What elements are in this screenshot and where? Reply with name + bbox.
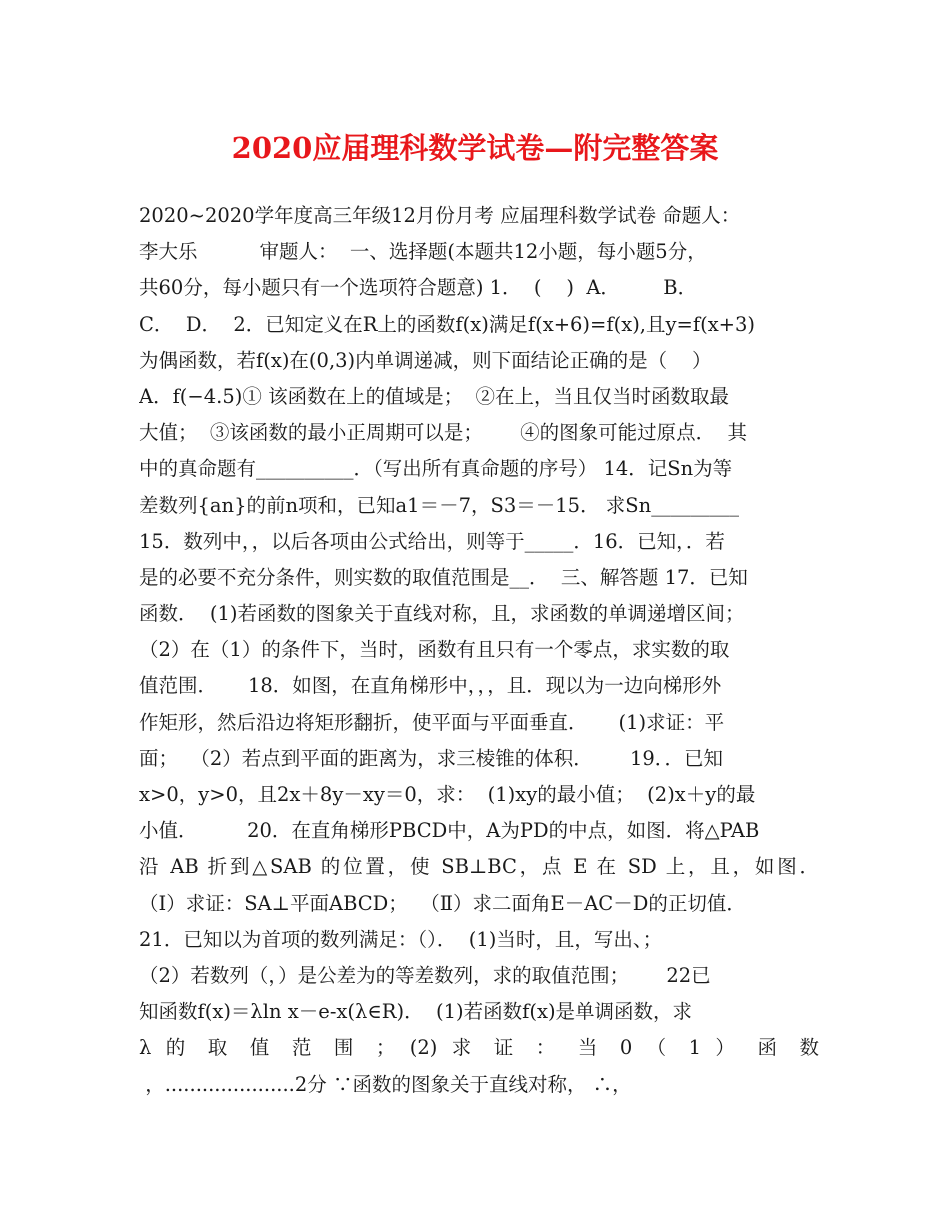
text-line: 2020~2020学年度高三年级12月份月考 应届理科数学试卷 命题人： — [139, 204, 741, 227]
document-title: 2020应届理科数学试卷—附完整答案 — [231, 131, 719, 165]
text-line: 知函数f(x)＝λln x－e-x(λ∈R)． (1)若函数f(x)是单调函数，求 — [139, 1000, 693, 1024]
text-line: 15．数列中，，以后各项由公式给出，则等于_____．16．已知，．若 — [139, 529, 725, 553]
text-line: 函数． (1)若函数的图象关于直线对称，且，求函数的单调递增区间； — [139, 602, 745, 626]
text-line: ，.....................2分 ∵函数的图象关于直线对称， ∴， — [139, 1072, 632, 1096]
text-line: 差数列{an}的前n项和，已知a1＝－7，S3＝－15． 求Sn_________ — [139, 493, 739, 517]
text-line: A．f(−4.5)① 该函数在上的值域是； ②在上，当且仅当时函数取最 — [139, 384, 729, 408]
text-line: （2）若数列（，）是公差为的等差数列，求的取值范围； 22已 — [139, 963, 711, 987]
text-line: x>0，y>0，且2x＋8y－xy＝0，求： (1)xy的最小值； (2)x＋y的最 — [139, 783, 756, 806]
text-line: 小值． 20．在直角梯形PBCD中，A为PD的中点，如图．将△PAB — [139, 819, 760, 843]
text-line: （2）在（1）的条件下，当时，函数有且只有一个零点，求实数的取 — [139, 638, 730, 662]
text-line: 21．已知以为首项的数列满足：（）． (1)当时，且，写出、； — [139, 927, 663, 951]
text-line: 作矩形，然后沿边将矩形翻折，使平面与平面垂直． (1)求证：平 — [139, 710, 725, 734]
document-body — [139, 198, 819, 1103]
text-line: λ 的 取 值 范 围 ； (2) 求 证 ： 当 0 （ 1 ） 函 数 — [139, 1036, 819, 1060]
text-line: 面； （2）若点到平面的距离为，求三棱锥的体积． 19．．已知 — [139, 746, 724, 770]
text-line: 为偶函数，若f(x)在(0,3)内单调递减，则下面结论正确的是（ ） — [139, 348, 712, 372]
text-line: （Ⅰ）求证：SA⊥平面ABCD； （Ⅱ）求二面角E－AC－D的正切值． — [139, 891, 746, 915]
text-line: 是的必要不充分条件，则实数的取值范围是__． 三、解答题 17．已知 — [139, 565, 748, 589]
text-line: 李大乐 审题人： 一、选择题(本题共12小题，每小题5分， — [139, 240, 707, 264]
text-line: 共60分，每小题只有一个选项符合题意) 1． ( ) A． B． — [139, 276, 698, 300]
text-line: 值范围． 18．如图，在直角梯形中，，，且．现以为一边向梯形外 — [139, 674, 722, 698]
text-line: 沿 AB 折到△SAB 的位置，使 SB⊥BC，点 E 在 SD 上，且，如图． — [139, 855, 819, 879]
text-line: 大值； ③该函数的最小正周期可以是； ④的图象可能过原点． 其 — [139, 421, 747, 445]
text-line: C． D． 2．已知定义在R上的函数f(x)满足f(x+6)=f(x),且y=f(x+3) — [139, 312, 756, 336]
text-line: 中的真命题有__________．（写出所有真命题的序号） 14．记Sn为等 — [139, 457, 733, 481]
